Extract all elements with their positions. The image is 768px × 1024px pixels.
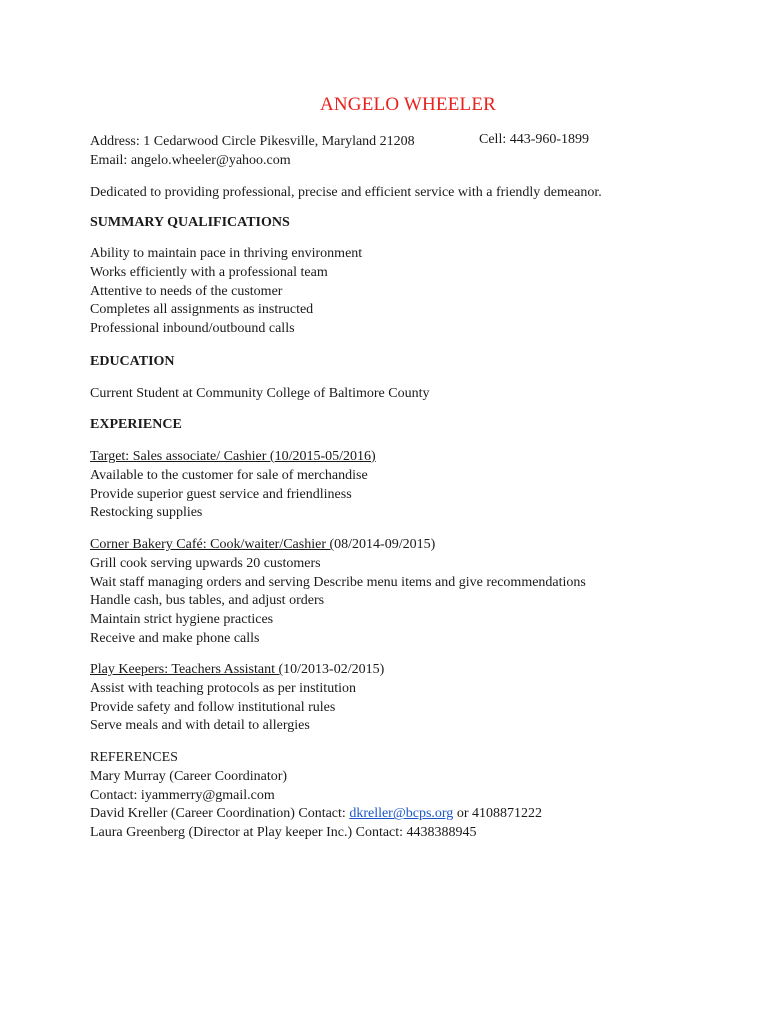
references-heading: REFERENCES xyxy=(90,750,178,765)
job-duty: Provide safety and follow institutional rules xyxy=(90,699,336,715)
summary-list xyxy=(90,245,362,339)
job-duty: Restocking supplies xyxy=(90,505,203,521)
experience-heading: EXPERIENCE xyxy=(90,417,182,432)
summary-heading: SUMMARY QUALIFICATIONS xyxy=(90,215,290,230)
job-title: Corner Bakery Café: Cook/waiter/Cashier ( xyxy=(90,537,335,552)
job-title-line xyxy=(90,448,376,467)
job-corner-bakery xyxy=(90,536,586,649)
job-duty: Serve meals and with detail to allergies xyxy=(90,718,310,734)
email-line: Email: angelo.wheeler@yahoo.com xyxy=(90,153,291,168)
job-target xyxy=(90,448,376,523)
cell-phone: Cell: 443-960-1899 xyxy=(479,132,590,147)
job-dates: 08/2014-09/2015) xyxy=(334,537,436,552)
address-line: Address: 1 Cedarwood Circle Pikesville, Maryland 21208 xyxy=(90,134,415,149)
reference-email-link[interactable]: dkreller@bcps.org xyxy=(349,806,454,822)
job-duty: Grill cook serving upwards 20 customers xyxy=(90,555,321,571)
job-title: Target: Sales associate/ Cashier ( xyxy=(90,449,275,464)
summary-item: Professional inbound/outbound calls xyxy=(90,321,295,337)
reference-line: Laura Greenberg (Director at Play keeper Inc.) Contact: 4438388945 xyxy=(90,825,477,841)
reference-line xyxy=(90,805,542,824)
job-duty: Receive and make phone calls xyxy=(90,630,260,646)
job-duty: Wait staff managing orders and serving Describe menu items and give recommendations xyxy=(90,574,586,590)
job-title-line xyxy=(90,661,384,680)
objective-statement: Dedicated to providing professional, precise and efficient service with a friendly demeanor. xyxy=(90,185,602,200)
reference-line: Contact: iyammerry@gmail.com xyxy=(90,787,275,803)
job-title: Play Keepers: Teachers Assistant ( xyxy=(90,662,284,677)
candidate-name: ANGELO WHEELER xyxy=(319,94,497,115)
job-duty: Handle cash, bus tables, and adjust orders xyxy=(90,593,325,609)
job-duty: Provide superior guest service and friendliness xyxy=(90,486,352,502)
job-dates: 10/2015-05/2016) xyxy=(274,449,376,464)
job-dates: 10/2013-02/2015) xyxy=(283,662,385,677)
job-title-line xyxy=(90,536,586,555)
job-duty: Maintain strict hygiene practices xyxy=(90,612,274,628)
reference-prefix: David Kreller (Career Coordination) Contact: xyxy=(90,806,350,822)
job-duty: Available to the customer for sale of merchandise xyxy=(90,467,368,483)
job-play-keepers xyxy=(90,661,384,736)
summary-item: Attentive to needs of the customer xyxy=(90,283,283,299)
job-duty: Assist with teaching protocols as per institution xyxy=(90,680,356,696)
summary-item: Ability to maintain pace in thriving environment xyxy=(90,246,363,261)
education-heading: EDUCATION xyxy=(90,354,175,369)
education-text: Current Student at Community College of Baltimore County xyxy=(90,386,430,401)
summary-item: Completes all assignments as instructed xyxy=(90,302,314,318)
reference-suffix: or 4108871222 xyxy=(453,806,542,822)
references-section xyxy=(90,749,542,843)
reference-line: Mary Murray (Career Coordinator) xyxy=(90,768,288,784)
summary-item: Works efficiently with a professional team xyxy=(90,264,328,280)
